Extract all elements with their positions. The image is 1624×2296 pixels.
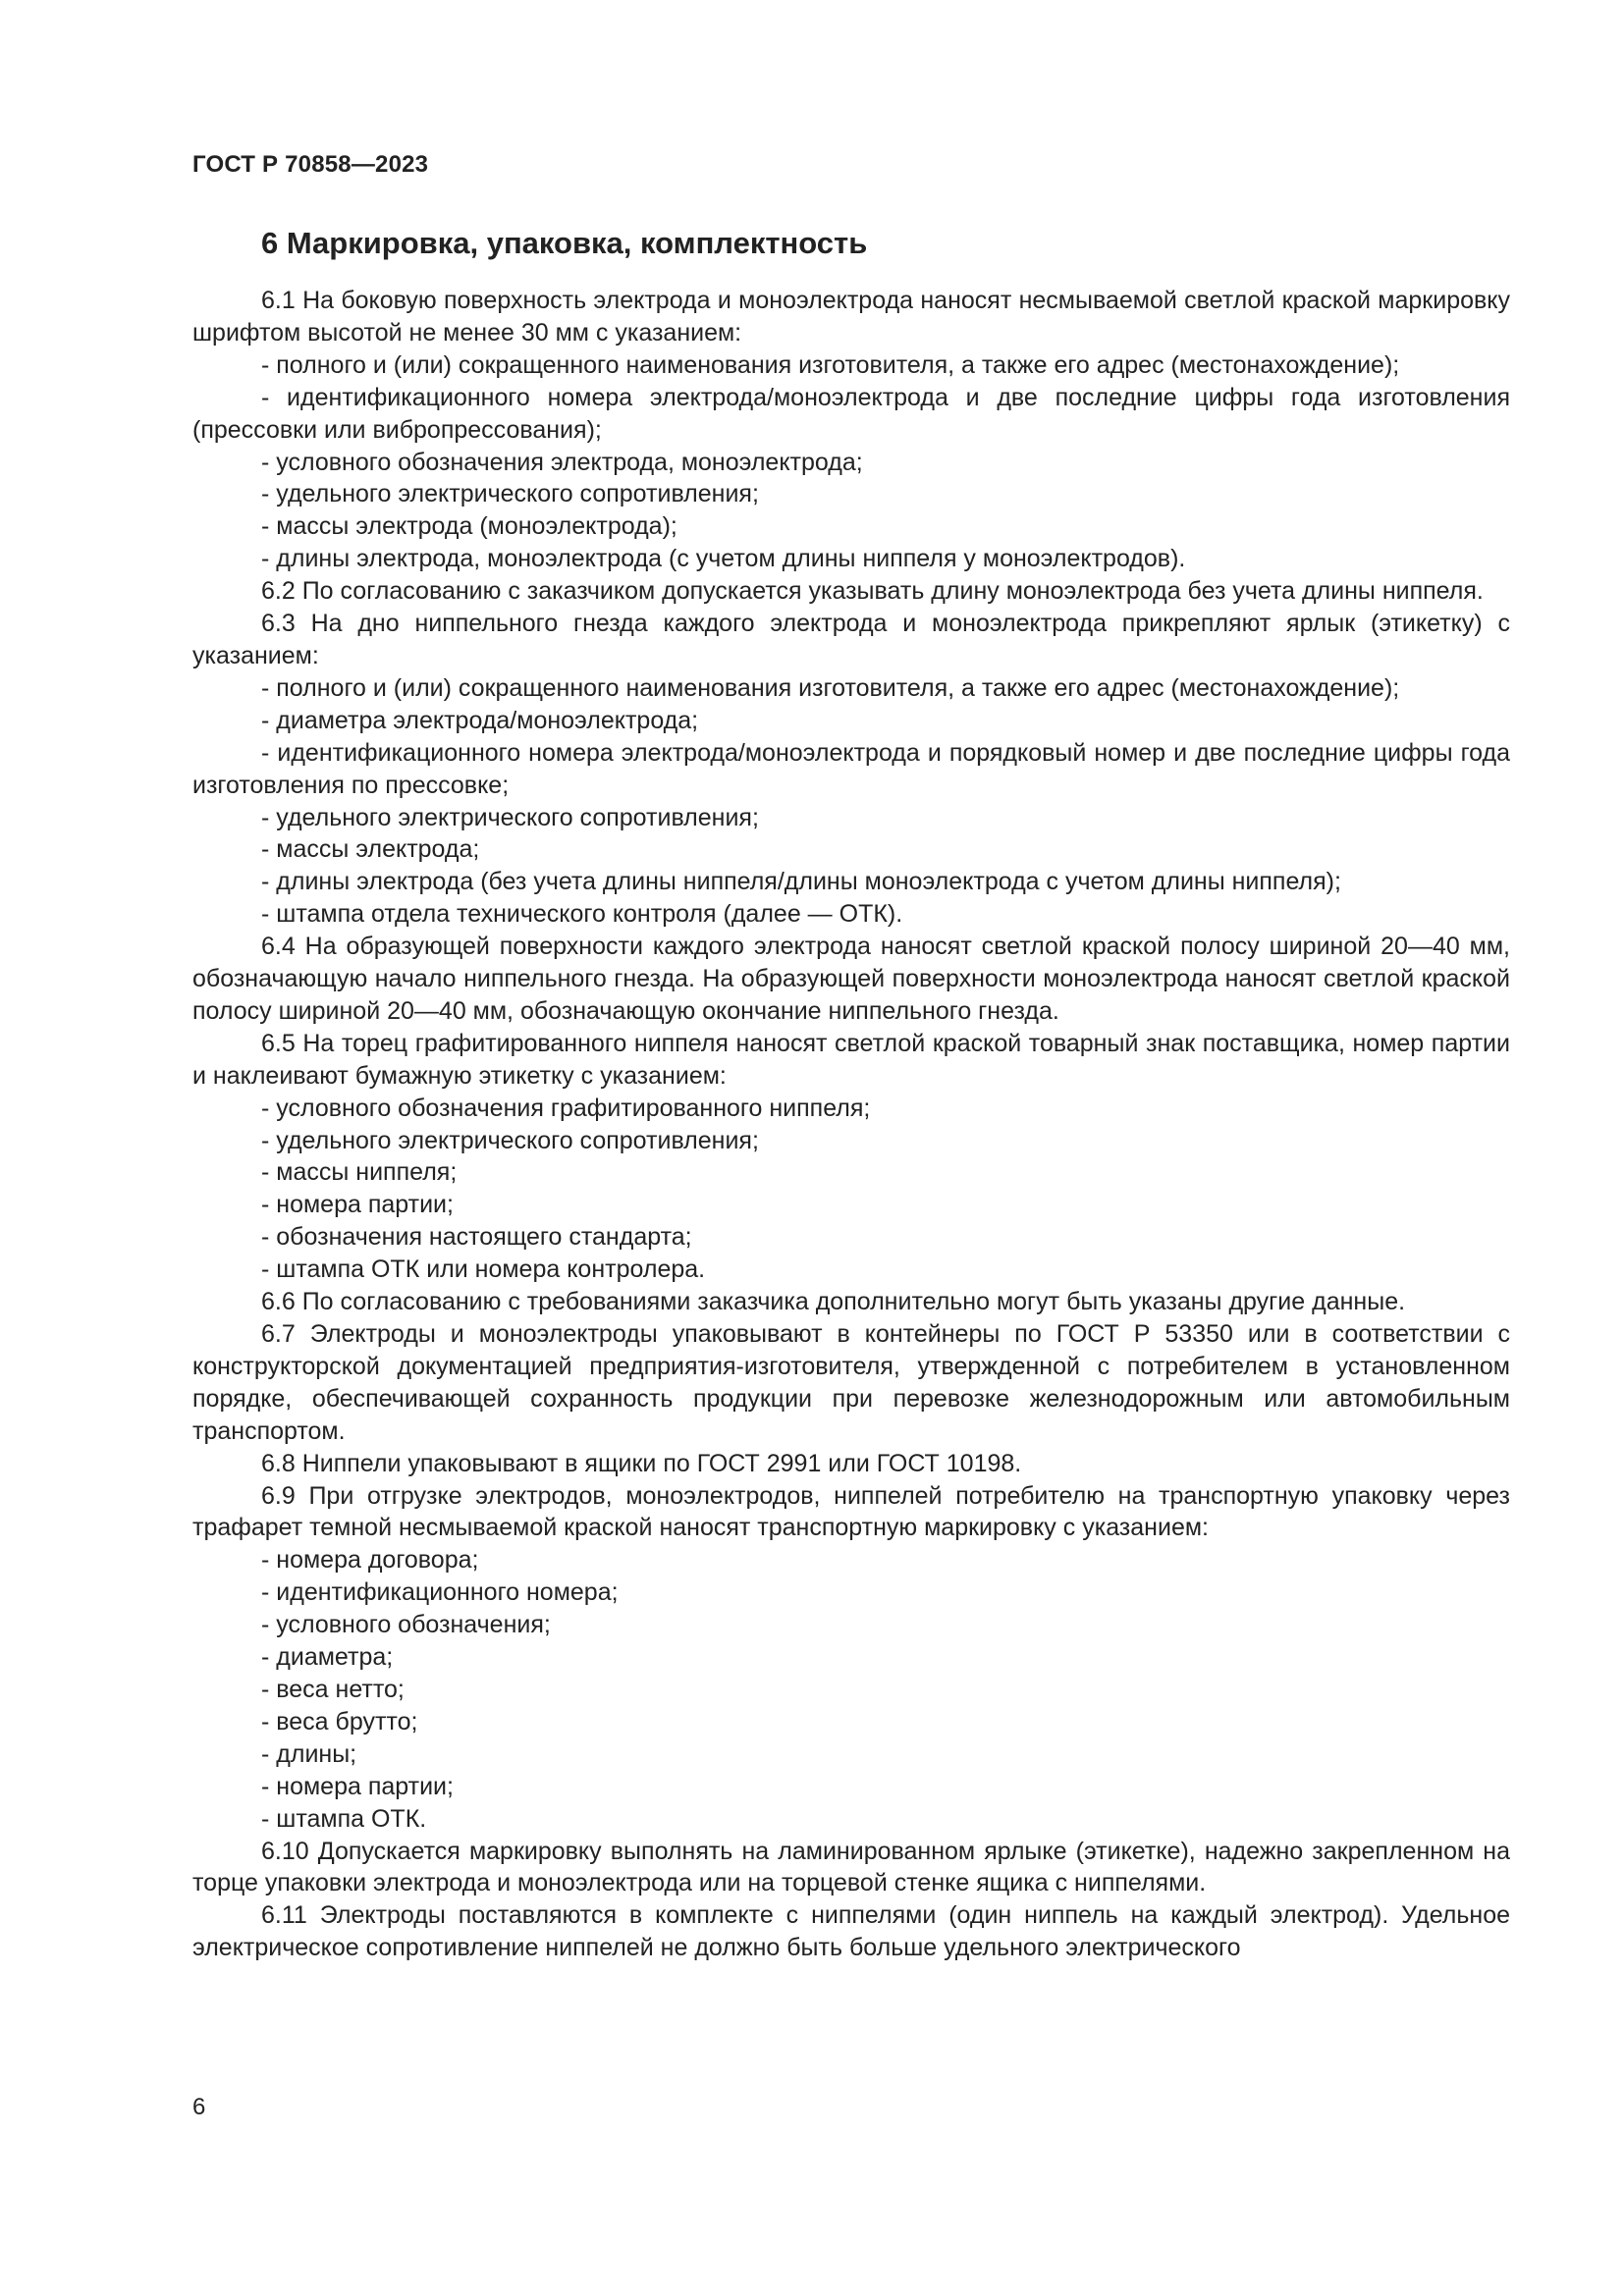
clause-paragraph: 6.10 Допускается маркировку выполнять на ламинированном ярлыке (этикетке), надежно закрепленном на торце упаковки электрода и моноэлектрода или на торцевой стенке ящика с ниппелями. <box>192 1837 1510 1897</box>
list-item: - удельного электрического сопротивления; <box>261 803 759 831</box>
clause-paragraph: 6.7 Электроды и моноэлектроды упаковывают в контейнеры по ГОСТ Р 53350 или в соответствии с конструкторской документацией предприятия-изготовителя, утвержденной с потребителем в установленном порядке, обеспечивающей сохранность продукции при перевозке железнодорожным или автомобильным транспортом. <box>192 1320 1510 1445</box>
section-title: 6 Маркировка, упаковка, комплектность <box>261 226 868 260</box>
clause-paragraph: 6.8 Ниппели упаковывают в ящики по ГОСТ 2991 или ГОСТ 10198. <box>261 1449 1022 1477</box>
clause-paragraph: 6.6 По согласованию с требованиями заказчика дополнительно могут быть указаны другие данные. <box>261 1288 1406 1316</box>
clause-paragraph: 6.2 По согласованию с заказчиком допускается указывать длину моноэлектрода без учета длины ниппеля. <box>261 577 1484 606</box>
list-item: - диаметра электрода/моноэлектрода; <box>261 706 699 734</box>
list-item: - штампа ОТК или номера контролера. <box>261 1255 706 1284</box>
list-item: - массы электрода; <box>261 835 480 864</box>
list-item: - условного обозначения графитированного ниппеля; <box>261 1094 871 1122</box>
document-header-standard: ГОСТ Р 70858—2023 <box>192 151 429 178</box>
list-item: - массы ниппеля; <box>261 1158 458 1187</box>
clause-paragraph: 6.11 Электроды поставляются в комплекте с ниппелями (один ниппель на каждый электрод). Удельное электрическое сопротивление ниппелей не должно быть больше удельного электрического <box>192 1901 1510 1962</box>
list-item: - условного обозначения; <box>261 1611 551 1639</box>
list-item: - штампа ОТК. <box>261 1804 427 1833</box>
clause-paragraph: 6.3 На дно ниппельного гнезда каждого электрода и моноэлектрода прикрепляют ярлык (этикетку) с указанием: <box>192 610 1510 669</box>
list-item: - номера партии; <box>261 1191 454 1219</box>
list-item: - номера партии; <box>261 1772 454 1800</box>
clause-paragraph: 6.5 На торец графитированного ниппеля наносят светлой краской товарный знак поставщика, номер партии и наклеивают бумажную этикетку с указанием: <box>192 1029 1510 1090</box>
clause-paragraph: 6.1 На боковую поверхность электрода и моноэлектрода наносят несмываемой светлой краской маркировку шрифтом высотой не менее 30 мм с указанием: <box>192 287 1510 347</box>
list-item: - удельного электрического сопротивления; <box>261 1126 759 1154</box>
list-item: - идентификационного номера электрода/моноэлектрода и две последние цифры года изготовления (прессовки или вибропрессования); <box>192 383 1510 444</box>
list-item: - идентификационного номера; <box>261 1578 619 1607</box>
list-item: - обозначения настоящего стандарта; <box>261 1223 692 1252</box>
list-item: - штампа отдела технического контроля (далее — ОТК). <box>261 900 903 929</box>
list-item: - удельного электрического сопротивления; <box>261 480 759 508</box>
list-item: - условного обозначения электрода, моноэлектрода; <box>261 448 863 476</box>
list-item: - длины электрода (без учета длины ниппеля/длины моноэлектрода с учетом длины ниппеля); <box>261 868 1341 896</box>
clause-paragraph: 6.4 На образующей поверхности каждого электрода наносят светлой краской полосу шириной 20—40 мм, обозначающую начало ниппельного гнезда. На образующей поверхности моноэлектрода наносят светлой краской полосу шириной 20—40 мм, обозначающую окончание ниппельного гнезда. <box>192 933 1510 1025</box>
section-body <box>192 285 1510 1964</box>
page-number: 6 <box>192 2094 206 2120</box>
clause-paragraph: 6.9 При отгрузке электродов, моноэлектродов, ниппелей потребителю на транспортную упаковку через трафарет темной несмываемой краской наносят транспортную маркировку с указанием: <box>192 1481 1510 1542</box>
list-item: - диаметра; <box>261 1643 394 1672</box>
list-item: - длины; <box>261 1739 357 1768</box>
list-item: - веса брутто; <box>261 1707 418 1735</box>
list-item: - веса нетто; <box>261 1675 405 1703</box>
list-item: - полного и (или) сокращенного наименования изготовителя, а также его адрес (местонахождение); <box>261 350 1400 379</box>
list-item: - идентификационного номера электрода/моноэлектрода и порядковый номер и две последние цифры года изготовления по прессовке; <box>192 738 1510 799</box>
list-item: - полного и (или) сокращенного наименования изготовителя, а также его адрес (местонахождение); <box>261 673 1400 702</box>
list-item: - массы электрода (моноэлектрода); <box>261 512 677 541</box>
list-item: - длины электрода, моноэлектрода (с учетом длины ниппеля у моноэлектродов). <box>261 545 1186 573</box>
list-item: - номера договора; <box>261 1546 479 1575</box>
